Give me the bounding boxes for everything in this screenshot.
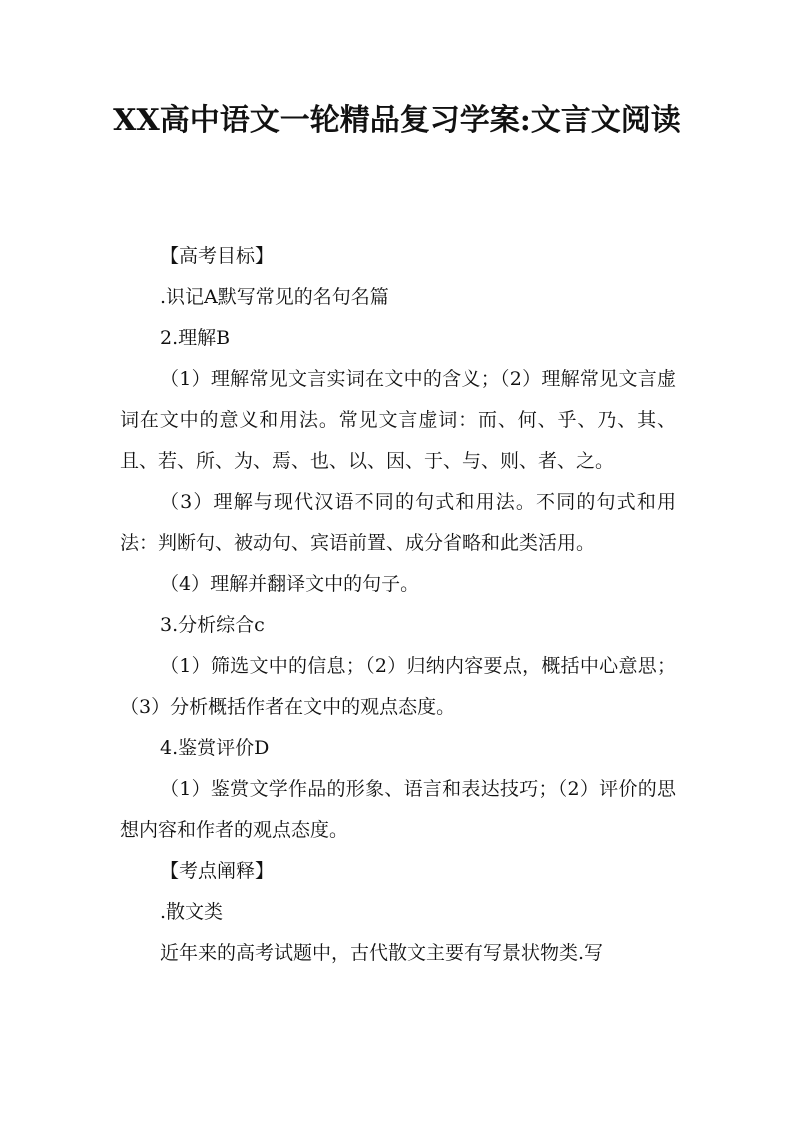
document-title: XX高中语文一轮精品复习学案:文言文阅读 [113, 103, 681, 138]
body-paragraph: 近年来的高考试题中，古代散文主要有写景状物类.写 [160, 942, 604, 964]
goal-detail-paragraph: （4）理解并翻译文中的句子。 [160, 573, 420, 595]
goal-item-memorize: .识记A默写常见的名句名篇 [160, 286, 389, 308]
goal-item-appreciate: 4.鉴赏评价D [160, 737, 270, 759]
goal-detail-paragraph: （1）鉴赏文学作品的形象、语言和表达技巧；（2）评价的思想内容和作者的观点态度。 [120, 778, 676, 841]
document-body [120, 236, 676, 974]
subsection-heading-prose: .散文类 [160, 901, 224, 923]
section-heading-key-points: 【考点阐释】 [160, 860, 275, 882]
goal-item-understand: 2.理解B [160, 327, 231, 349]
goal-detail-paragraph: （3）理解与现代汉语不同的句式和用法。不同的句式和用法：判断句、被动句、宾语前置、成分省略和此类活用。 [120, 491, 676, 554]
goal-item-analyze: 3.分析综合c [160, 614, 265, 636]
section-heading-exam-goals: 【高考目标】 [160, 245, 275, 267]
goal-detail-paragraph: （1）理解常见文言实词在文中的含义；（2）理解常见文言虚词在文中的意义和用法。常见文言虚词：而、何、乎、乃、其、且、若、所、为、焉、也、以、因、于、与、则、者、之。 [120, 368, 676, 472]
goal-detail-paragraph: （1）筛选文中的信息；（2）归纳内容要点，概括中心意思；（3）分析概括作者在文中的观点态度。 [120, 655, 676, 718]
